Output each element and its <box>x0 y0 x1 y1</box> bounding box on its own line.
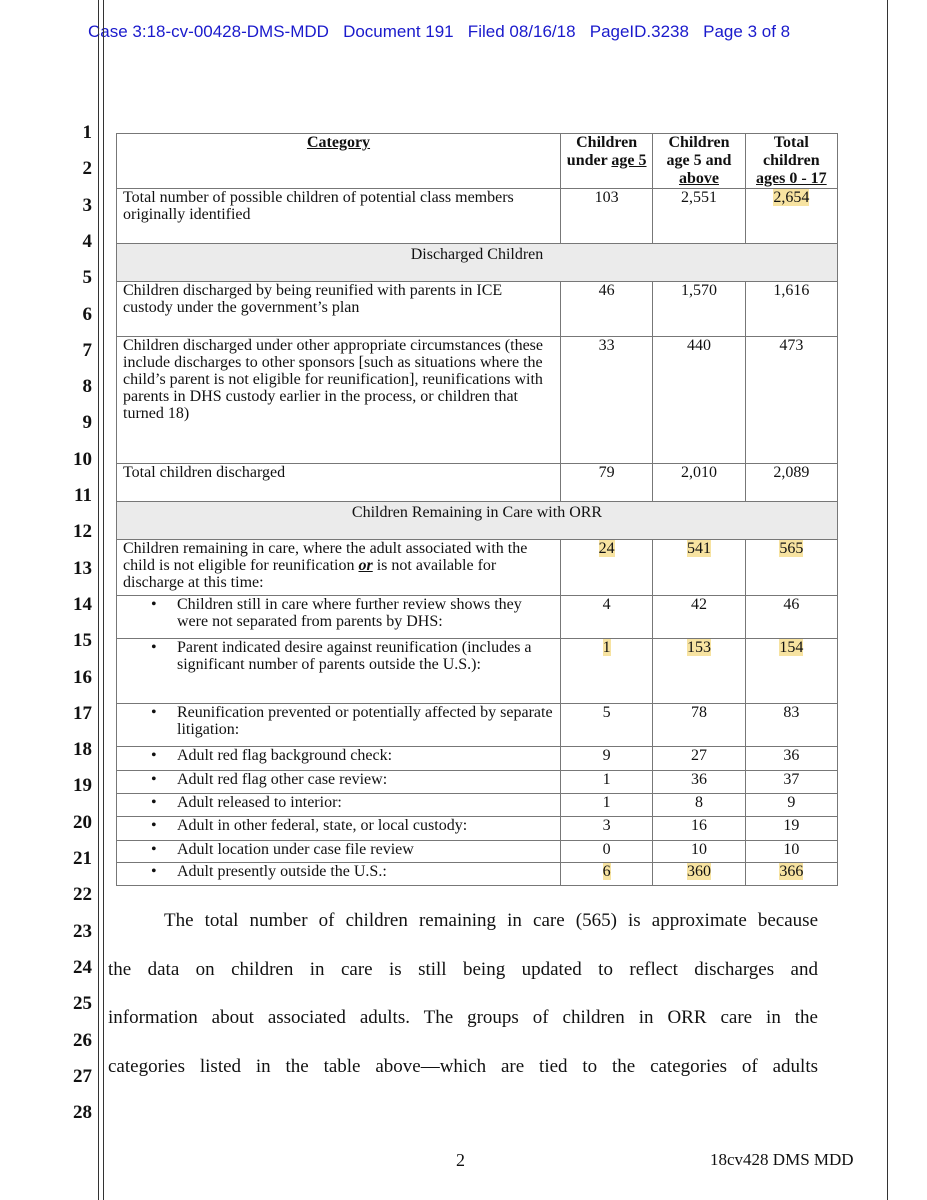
line-number: 28 <box>73 1102 92 1124</box>
cell-value: 2,089 <box>773 464 810 481</box>
cell-value: 9 <box>787 794 796 811</box>
cell-value: 1,570 <box>680 282 717 299</box>
table-row <box>117 189 838 244</box>
section-row <box>117 502 838 540</box>
row-label: • Adult red flag other case review: <box>123 771 554 788</box>
paragraph-line: categories listed in the table above—which are tied to the categories of adults <box>108 1055 818 1077</box>
line-number: 14 <box>73 593 92 615</box>
table-row <box>117 794 838 817</box>
line-number: 8 <box>82 376 92 398</box>
row-label: Total children discharged <box>123 464 286 481</box>
cell-value: 27 <box>690 747 707 764</box>
line-number: 19 <box>73 775 92 797</box>
line-number: 18 <box>73 739 92 761</box>
table-row <box>117 841 838 863</box>
row-label: Children remaining in care, where the adult associated with the child is not eligible for reunification or is not available for discharge at this time: <box>123 540 528 591</box>
table-row <box>117 464 838 502</box>
line-number: 1 <box>82 122 92 143</box>
row-label: Total number of possible children of potential class members originally identified <box>123 189 514 223</box>
cell-value: 83 <box>783 704 800 721</box>
row-label: • Adult presently outside the U.S.: <box>123 863 554 880</box>
cell-value: 42 <box>690 596 707 613</box>
cell-value: 1,616 <box>773 282 810 299</box>
cell-value: 565 <box>779 540 804 557</box>
table-row <box>117 596 838 639</box>
table-row <box>117 771 838 794</box>
cell-value: 366 <box>779 863 804 880</box>
cell-value: 10 <box>690 841 707 858</box>
children-data-table <box>116 133 838 886</box>
cell-value: 8 <box>694 794 703 811</box>
header-category: Category <box>117 134 561 189</box>
paragraph-line: information about associated adults. The groups of children in ORR care in the <box>108 1007 818 1028</box>
row-label: • Adult location under case file review <box>123 841 554 858</box>
case-header: Case 3:18-cv-00428-DMS-MDD Document 191 Filed 08/16/18 PageID.3238 Page 3 of 8 <box>88 22 791 41</box>
cell-value: 2,010 <box>680 464 717 481</box>
cell-value: 46 <box>783 596 800 613</box>
right-margin-line <box>887 0 888 1200</box>
cell-value: 440 <box>686 337 711 354</box>
cell-value: 79 <box>598 464 615 481</box>
row-label: Children discharged under other appropriate circumstances (these include discharges to other sponsors [such as situations where the child’s parent is not eligible for reunification], reunifications with parents in DHS custody earlier in the process, or children that turned 18) <box>123 337 543 422</box>
table-row <box>117 337 838 464</box>
paragraph-line: the data on children in care is still being updated to reflect discharges and <box>108 958 818 980</box>
table-row <box>117 704 838 747</box>
cell-value: 19 <box>783 817 800 834</box>
cell-value: 360 <box>686 863 711 880</box>
section-heading: Discharged Children <box>117 244 838 282</box>
row-label: • Adult released to interior: <box>123 794 554 811</box>
cell-value: 473 <box>779 337 804 354</box>
line-number: 13 <box>73 557 92 579</box>
cell-value: 154 <box>779 639 804 656</box>
header-under-5: Children under age 5 <box>561 134 653 189</box>
line-number: 25 <box>73 993 92 1015</box>
line-number: 5 <box>82 267 92 289</box>
row-label: • Adult red flag background check: <box>123 747 554 764</box>
line-number: 3 <box>82 194 92 216</box>
cell-value: 103 <box>594 189 619 206</box>
cell-value: 3 <box>602 817 611 834</box>
cell-value: 6 <box>602 863 611 880</box>
table-row <box>117 639 838 704</box>
line-number: 7 <box>82 339 92 361</box>
cell-value: 5 <box>602 704 611 721</box>
cell-value: 78 <box>690 704 707 721</box>
cell-value: 1 <box>602 639 611 656</box>
row-label: • Children still in care where further review shows they were not separated from parents by DHS: <box>123 596 554 630</box>
cell-value: 16 <box>690 817 707 834</box>
line-number: 24 <box>73 956 92 978</box>
line-number: 11 <box>74 485 92 506</box>
row-label: • Reunification prevented or potentially affected by separate litigation: <box>123 704 554 738</box>
cell-value: 9 <box>602 747 611 764</box>
line-number: 10 <box>73 448 92 470</box>
cell-value: 2,551 <box>680 189 717 206</box>
page-number: 2 <box>456 1150 465 1170</box>
line-number: 16 <box>73 666 92 688</box>
cell-value: 33 <box>598 337 615 354</box>
margin-line <box>98 0 99 1200</box>
cell-value: 1 <box>602 794 611 811</box>
cell-value: 36 <box>690 771 707 788</box>
line-number: 15 <box>73 630 92 652</box>
table-row <box>117 863 838 886</box>
cell-value: 10 <box>783 841 800 858</box>
line-number: 6 <box>82 303 92 325</box>
line-number: 9 <box>82 412 92 434</box>
cell-value: 541 <box>686 540 711 557</box>
row-label: • Parent indicated desire against reunification (includes a significant number of parents outside the U.S.): <box>123 639 554 673</box>
header-5-and-above: Children age 5 and above <box>653 134 745 189</box>
header-total: Total children ages 0 - 17 <box>745 134 837 189</box>
line-number: 12 <box>73 521 92 543</box>
line-number: 27 <box>73 1065 92 1087</box>
line-number: 22 <box>73 884 92 906</box>
row-label: • Adult in other federal, state, or local custody: <box>123 817 554 834</box>
cell-value: 1 <box>602 771 611 788</box>
section-heading: Children Remaining in Care with ORR <box>117 502 838 540</box>
line-number: 20 <box>73 811 92 833</box>
cell-value: 153 <box>686 639 711 656</box>
cell-value: 46 <box>598 282 615 299</box>
cell-value: 24 <box>598 540 615 557</box>
footer-case-number: 18cv428 DMS MDD <box>710 1150 854 1169</box>
row-label: Children discharged by being reunified with parents in ICE custody under the government’s plan <box>123 282 503 316</box>
cell-value: 4 <box>602 596 611 613</box>
section-row <box>117 244 838 282</box>
margin-line <box>103 0 104 1200</box>
cell-value: 2,654 <box>773 189 810 206</box>
line-number: 17 <box>73 702 92 724</box>
cell-value: 0 <box>602 841 611 858</box>
line-number: 26 <box>73 1029 92 1051</box>
table-row <box>117 817 838 841</box>
cell-value: 36 <box>783 747 800 764</box>
table-row <box>117 282 838 337</box>
line-number: 2 <box>82 158 92 180</box>
table-row <box>117 540 838 596</box>
cell-value: 37 <box>783 771 800 788</box>
line-number: 21 <box>73 848 92 869</box>
line-number: 4 <box>82 230 92 252</box>
paragraph-line: The total number of children remaining in care (565) is approximate because <box>164 910 818 931</box>
line-number: 23 <box>73 920 92 942</box>
table-row <box>117 747 838 771</box>
